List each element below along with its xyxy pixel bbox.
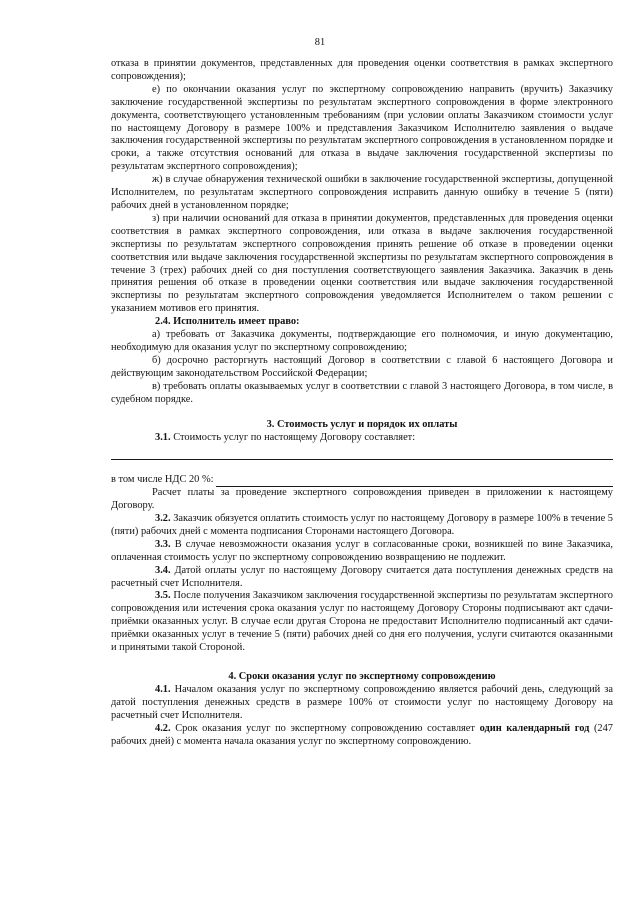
clause-3-4-text: Датой оплаты услуг по настоящему Договору считается дата поступления денежных средств на расчетный счет Исполнителя.: [111, 564, 613, 589]
clause-4-1-text: Началом оказания услуг по экспертному сопровождению является рабочий день, следующий за датой поступления денежных средств в размере 100% от стоимости услуг по настоящему Договору на расчетный счет Исполнителя.: [111, 683, 613, 721]
vat-amount-blank-line: [216, 475, 613, 487]
clause-4-2: [111, 723, 613, 749]
paragraph-item-zh: ж) в случае обнаружения технической ошибки в заключение государственной экспертизы, допущенной Исполнителем, по результатам экспертного сопровождения исправить данную ошибку в течение 5 (пяти) рабочих дней в установленном порядке;: [111, 174, 613, 211]
clause-4-2-number: 4.2.: [155, 722, 171, 734]
clause-3-3: [111, 539, 613, 565]
section-gap: [111, 655, 613, 671]
clause-4-1: [111, 684, 613, 723]
clause-3-2-number: 3.2.: [155, 513, 171, 524]
section-gap: [111, 406, 613, 419]
paragraph-payment-calc: Расчет платы за проведение экспертного сопровождения приведен в приложении к настоящему Договору.: [111, 487, 613, 512]
clause-3-1-number: 3.1.: [155, 432, 171, 444]
vat-label: в том числе НДС 20 %:: [111, 474, 214, 486]
cost-amount-blank-line: [111, 445, 613, 460]
document-body: [111, 58, 613, 748]
clause-3-5-text: После получения Заказчиком заключения государственной экспертизы по результатам экспертного сопровождения или истечения срока оказания услуг по настоящему Договору Стороны подписывают акт сдачи-приёмки оказанных услуг. В случае если другая Сторона не предоставит Исполнителю подписанный акт сдачи-приёмки оказанных услуг в течение 5 (пяти) рабочих дней со дня его получения, услуги считаются оказанными и принятыми такой Стороной.: [111, 590, 613, 654]
clause-4-2-text-a: Срок оказания услуг по экспертному сопровождению составляет: [170, 722, 480, 734]
clause-3-3-number: 3.3.: [155, 538, 171, 550]
vat-line: [111, 474, 613, 487]
clause-3-3-text: В случае невозможности оказания услуг в согласованные сроки, возникшей по вине Заказчика, оплаченная стоимость услуг по экспертному сопровождению возвращению не подлежит.: [111, 538, 613, 563]
paragraph-item-z: з) при наличии оснований для отказа в принятии документов, представленных для проведения оценки соответствия в рамках экспертного сопровождения, или отказа в выдаче заключения государственной экспертизы по результатам экспертного сопровождения принять решение об отказе в проведении оценки соответствия или выдаче заключения государственной экспертизы по результатам экспертного сопровождения в течение 3 (трех) рабочих дней со дня поступления соответствующего заявления Заказчика. Заказчик в день принятия решения об отказе в проведении оценки соответствия или выдаче заключения государственной экспертизы по результатам экспертного сопровождения уведомляется Исполнителем о таком решении с указанием мотивов его принятия.: [111, 212, 613, 315]
paragraph-item-e: е) по окончании оказания услуг по экспертному сопровождению направить (вручить) Заказчику заключение государственной экспертизы по результатам экспертного сопровождения в форме электронного документа, соответствующего установленным требованиям (при условии оплаты Заказчиком стоимости услуг по настоящему Договору в размере 100% и представления Заказчиком Исполнителю заявления о выдаче заключения государственной экспертизы по результатам экспертного сопровождения в установленном порядке и сроки, а также отсутствия оснований для отказа в выдаче заключения государственной экспертизы по результатам экспертного сопровождения);: [111, 83, 613, 173]
clause-4-2-text-b: (247 рабочих дней) с момента начала оказания услуг по экспертному сопровождению.: [111, 722, 614, 747]
clause-4-2-term: один календарный год: [479, 722, 590, 734]
paragraph-right-a: а) требовать от Заказчика документы, подтверждающие его полномочия, и иную документацию, необходимую для оказания услуг по экспертному сопровождению;: [111, 329, 613, 353]
clause-3-4: [111, 565, 613, 591]
clause-4-1-number: 4.1.: [155, 683, 171, 695]
clause-3-5: [111, 590, 613, 655]
clause-3-4-number: 3.4.: [155, 564, 171, 576]
section-3-heading: 3. Стоимость услуг и порядок их оплаты: [266, 419, 458, 431]
paragraph-refusal-end: отказа в принятии документов, представленных для проведения оценки соответствия в рамках экспертного сопровождения);: [111, 58, 613, 82]
clause-3-1: [111, 432, 613, 445]
section-4-heading: 4. Сроки оказания услуг по экспертному сопровождению: [228, 670, 496, 682]
paragraph-right-b: б) досрочно расторгнуть настоящий Договор в соответствии с главой 6 настоящего Договора и действующим законодательством Российской Федерации;: [111, 354, 613, 379]
page-number: 81: [314, 37, 326, 48]
clause-3-5-number: 3.5.: [155, 590, 171, 602]
clause-3-1-text: Стоимость услуг по настоящему Договору составляет:: [170, 432, 416, 444]
section-2-4-heading: [111, 316, 613, 329]
blank-gap: [111, 460, 613, 474]
clause-3-2: [111, 513, 613, 539]
clause-3-2-text: Заказчик обязуется оплатить стоимость услуг по настоящему Договору в размере 100% в течение 5 (пяти) рабочих дней с момента подписания Сторонами настоящего Договора.: [111, 513, 613, 537]
section-2-4-heading-text: 2.4. Исполнитель имеет право:: [155, 316, 300, 328]
paragraph-right-v: в) требовать оплаты оказываемых услуг в соответствии с главой 3 настоящего Договора, в том числе, в судебном порядке.: [111, 380, 613, 405]
